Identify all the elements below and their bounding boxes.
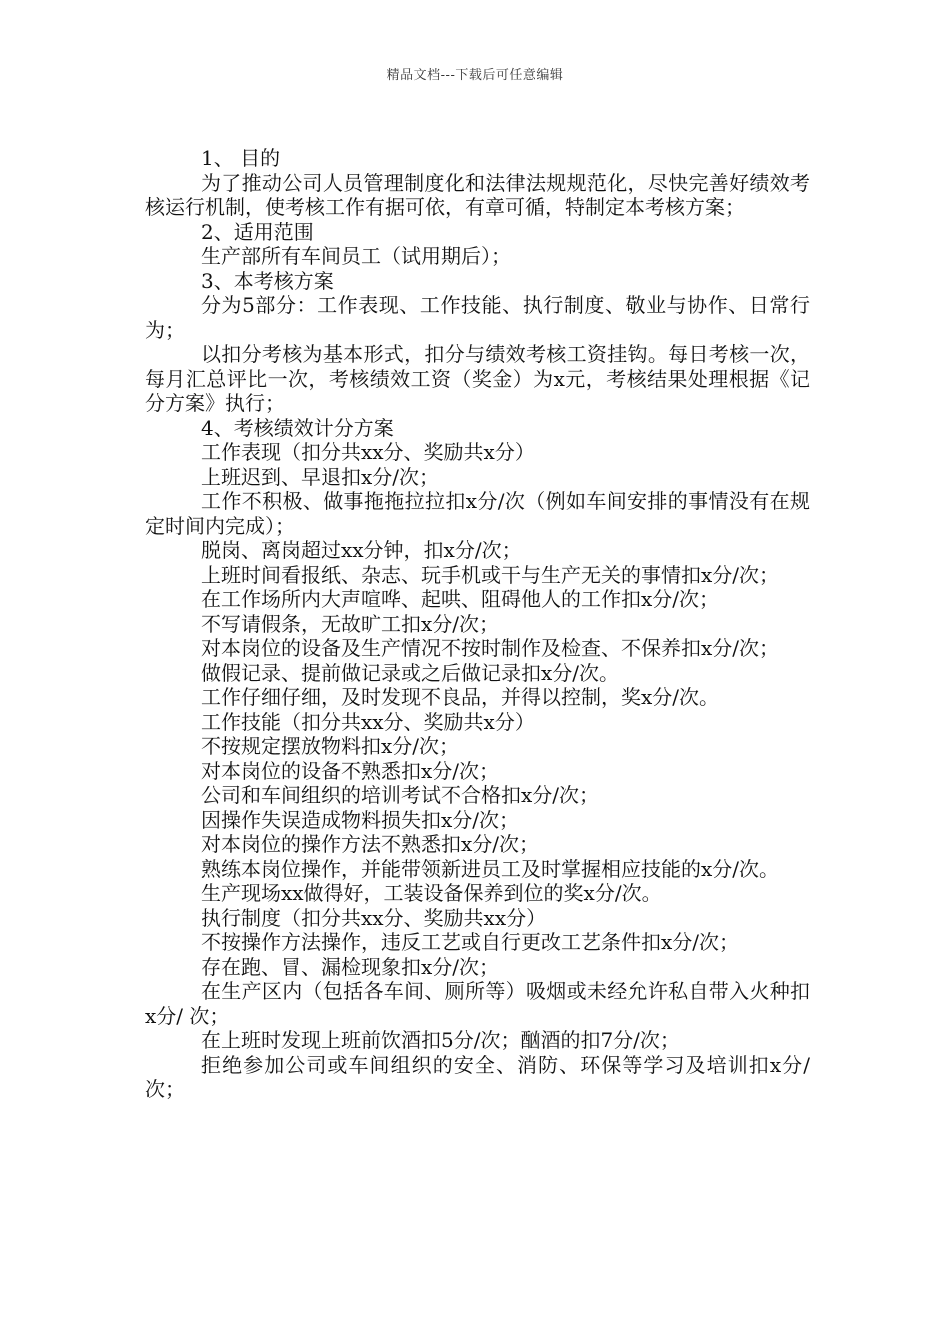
- rule-item: 因操作失误造成物料损失扣x分/次；: [201, 807, 520, 832]
- rule-item: 对本岗位的操作方法不熟悉扣x分/次；: [201, 832, 540, 856]
- rule-item: 对本岗位的设备不熟悉扣x分/次；: [201, 758, 500, 783]
- rule-item: 脱岗、离岗超过xx分钟，扣x分/次；: [201, 538, 522, 562]
- rule-item: 对本岗位的设备及生产情况不按时制作及检查、不保养扣x分/次；: [201, 636, 780, 660]
- subsection-heading-compliance: 执行制度（扣分共xx分、奖励共xx分）: [201, 905, 547, 930]
- section-heading-purpose: 1、 目的: [201, 146, 281, 170]
- paragraph: 为了推动公司人员管理制度化和法律法规规范化，尽快完善好绩效考核运行机制，使考核工作有据可依，有章可循，特制定本考核方案；: [145, 170, 810, 219]
- paragraph: 分为5部分：工作表现、工作技能、执行制度、敬业与协作、日常行为；: [145, 293, 810, 342]
- rule-item: 上班迟到、早退扣x分/次；: [201, 464, 440, 489]
- section-heading-scope: 2、适用范围: [201, 219, 314, 244]
- paragraph: 生产部所有车间员工（试用期后）；: [201, 244, 511, 268]
- section-heading-scoring: 4、考核绩效计分方案: [201, 415, 394, 440]
- rule-item: 工作仔细仔细，及时发现不良品，并得以控制，奖x分/次。: [201, 685, 720, 709]
- rule-item: 公司和车间组织的培训考试不合格扣x分/次；: [201, 783, 600, 807]
- subsection-heading-work-skills: 工作技能（扣分共xx分、奖励共x分）: [201, 709, 535, 734]
- rule-item: 熟练本岗位操作，并能带领新进员工及时掌握相应技能的x分/次。: [201, 856, 780, 881]
- section-heading-plan: 3、本考核方案: [201, 268, 334, 293]
- rule-item: 生产现场xx做得好，工装设备保养到位的奖x分/次。: [201, 881, 662, 905]
- paragraph: 以扣分考核为基本形式，扣分与绩效考核工资挂钩。每日考核一次，每月汇总评比一次，考核绩效工资（奖金）为x元，考核结果处理根据《记分方案》执行；: [145, 342, 810, 415]
- rule-item: 在上班时发现上班前饮酒扣5分/次；酗酒的扣7分/次；: [201, 1028, 680, 1052]
- document-body: [145, 146, 810, 1102]
- rule-item: 不按操作方法操作，违反工艺或自行更改工艺条件扣x分/次；: [201, 930, 740, 954]
- rule-item: 不写请假条，无故旷工扣x分/次；: [201, 611, 500, 636]
- subsection-heading-work-performance: 工作表现（扣分共xx分、奖励共x分）: [201, 440, 535, 464]
- page-header: 精品文档---下载后可任意编辑: [386, 68, 564, 83]
- rule-item: 存在跑、冒、漏检现象扣x分/次；: [201, 954, 500, 979]
- rule-item: 做假记录、提前做记录或之后做记录扣x分/次。: [201, 660, 620, 685]
- rule-item: 不按规定摆放物料扣x分/次；: [201, 734, 460, 758]
- rule-item: 工作不积极、做事拖拖拉拉扣x分/次（例如车间安排的事情没有在规定时间内完成）；: [145, 489, 810, 538]
- rule-item: 在工作场所内大声喧哗、起哄、阻碍他人的工作扣x分/次；: [201, 587, 720, 611]
- rule-item: 拒绝参加公司或车间组织的安全、消防、环保等学习及培训扣x分/次；: [145, 1052, 810, 1101]
- rule-item: 上班时间看报纸、杂志、玩手机或干与生产无关的事情扣x分/次；: [201, 562, 780, 587]
- rule-item: 在生产区内（包括各车间、厕所等）吸烟或未经允许私自带入火种扣x分/ 次；: [145, 979, 810, 1028]
